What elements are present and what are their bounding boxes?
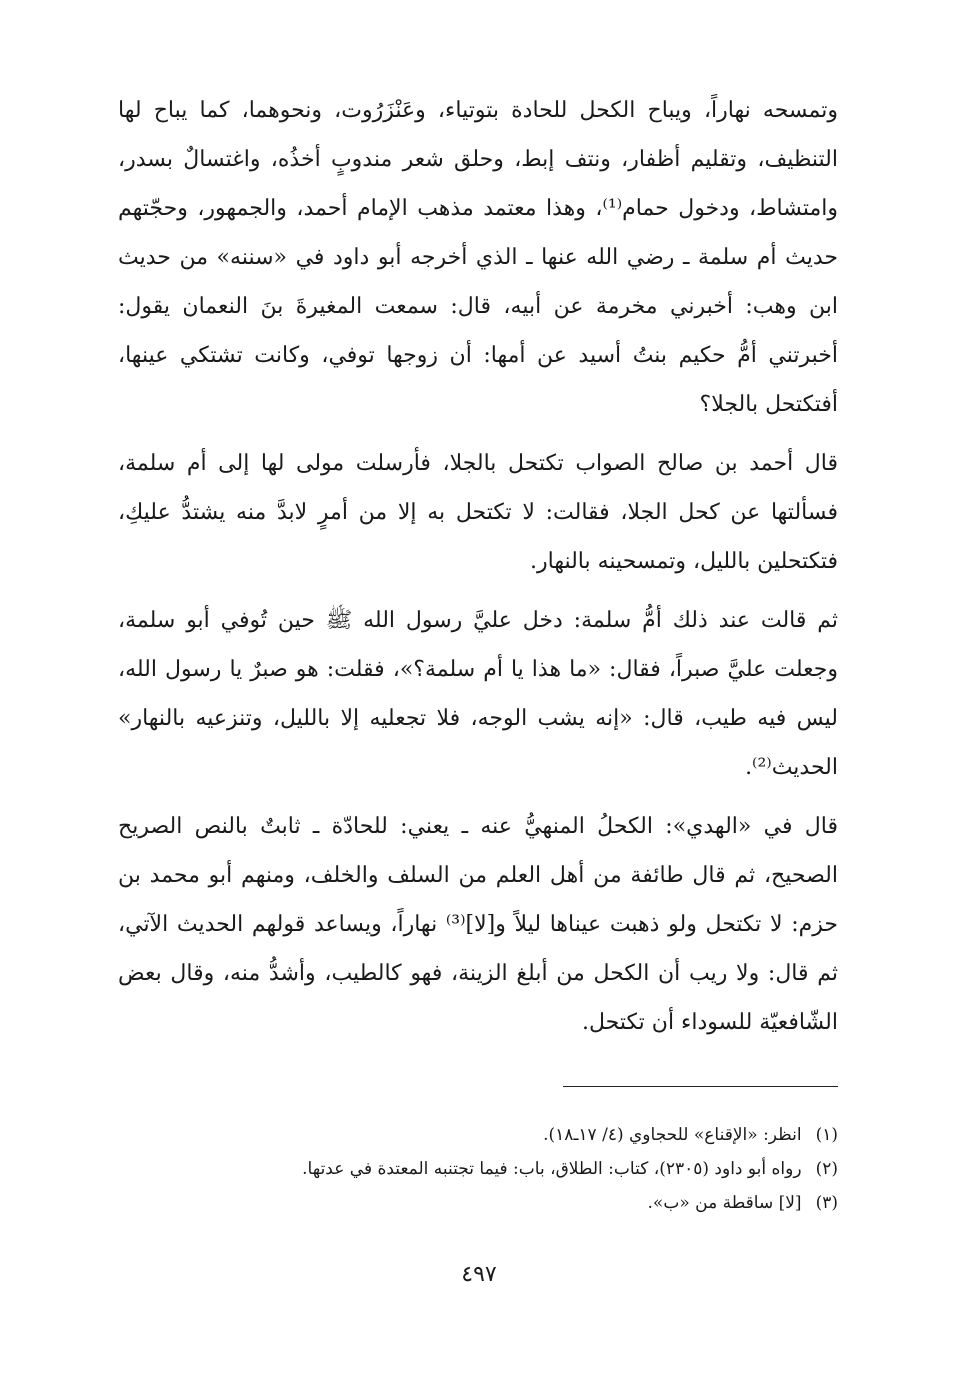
footnote-text: رواه أبو داود (٢٣٠٥)، كتاب: الطلاق، باب: فيما تجتنبه المعتدة في عدتها. — [302, 1159, 802, 1179]
footnote-text: انظر: «الإقناع» للحجاوي (٤/ ١٧ـ١٨). — [543, 1125, 802, 1145]
footnote-number: (٣) — [815, 1193, 838, 1213]
paragraph-1: وتمسحه نهاراً، ويباح الكحل للحادة بتوتياء، وعَنْزَرُوت، ونحوهما، كما يباح لها التنظيف، وتقليم أظفار، ونتف إبط، وحلق شعر مندوبٍ أخذُه، واغتسالٌ بسدر، وامتشاط، ودخول حمام⁽¹⁾، وهذا معتمد مذهب الإمام أحمد، والجمهور، وحجّتهم حديث أم سلمة ـ رضي الله عنها ـ الذي أخرجه أبو داود في «سننه» من حديث ابن وهب: أخبرني مخرمة عن أبيه، قال: سمعت المغيرةَ بنَ النعمان يقول: أخبرتني أمُّ حكيم بنتُ أسيد عن أمها: أن زوجها توفي، وكانت تشتكي عينها، أفتكتحل بالجلا؟ — [118, 98, 838, 417]
footnote-1 — [118, 1118, 838, 1152]
footnote-2 — [118, 1152, 838, 1186]
footnote-text: [لا] ساقطة من «ب». — [647, 1193, 802, 1213]
footnote-separator — [563, 1086, 838, 1087]
footnote-3 — [118, 1186, 838, 1220]
paragraph-3: ثم قالت عند ذلك أمُّ سلمة: دخل عليَّ رسول الله ﷺ حين تُوفي أبو سلمة، وجعلت عليَّ صبراً، فقال: «ما هذا يا أم سلمة؟»، فقلت: هو صبرٌ يا رسول الله، ليس فيه طيب، قال: «إنه يشب الوجه، فلا تجعليه إلا بالليل، وتنزعيه بالنهار» الحديث⁽²⁾. — [118, 608, 838, 780]
paragraph-2: قال أحمد بن صالح الصواب تكتحل بالجلا، فأرسلت مولى لها إلى أم سلمة، فسألتها عن كحل الجلا، فقالت: لا تكتحل به إلا من أمرٍ لابدَّ منه يشتدُّ عليكِ، فتكتحلين بالليل، وتمسحينه بالنهار. — [118, 451, 838, 574]
main-text — [118, 86, 838, 1057]
paragraph-4: قال في «الهدي»: الكحلُ المنهيُّ عنه ـ يعني: للحادّة ـ ثابتٌ بالنص الصريح الصحيح، ثم قال طائفة من أهل العلم من السلف والخلف، ومنهم أبو محمد بن حزم: لا تكتحل ولو ذهبت عيناها ليلاً و[لا]⁽³⁾ نهاراً، ويساعد قولهم الحديث الآتي، ثم قال: ولا ريب أن الكحل من أبلغ الزينة، فهو كالطيب، وأشدُّ منه، وقال بعض الشّافعيّة للسوداء أن تكتحل. — [118, 814, 838, 1035]
footnote-number: (٢) — [815, 1159, 838, 1179]
page-number: ٤٩٧ — [461, 1262, 497, 1287]
footnotes — [118, 1118, 838, 1220]
footnote-number: (١) — [815, 1125, 838, 1145]
